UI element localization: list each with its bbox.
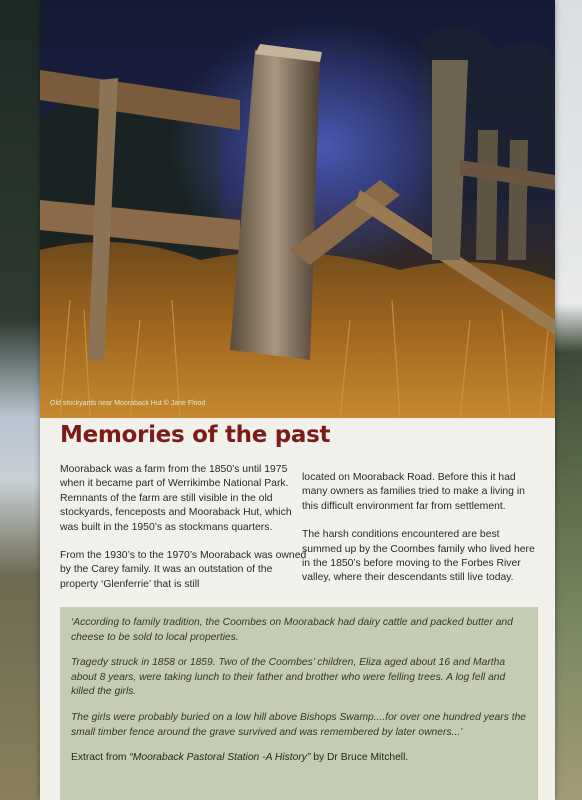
left-paragraph-1: Mooraback was a farm from the 1850’s until 1975 when it became part of Werrikimbe National Park. Remnants of the farm are still visible in the old stockyards, fenceposts and Mooraback Hut, which was built in the 1950’s as stockmans quarters. [60, 464, 292, 533]
quote-paragraph-2: Tragedy struck in 1858 or 1859. Two of the Coombes’ children, Eliza aged about 16 and Martha about 8 years, were taking lunch to their father and brother who were felling trees. A log fell and killed the girls. [71, 657, 506, 698]
right-paragraph-2: The harsh conditions encountered are best summed up by the Coombes family who lived here in the 1850’s before moving to the Forbes River valley, where their descendants still live today. [302, 529, 535, 584]
stockyard-illustration [40, 0, 555, 418]
quote-paragraph-1: ‘According to family tradition, the Coombes on Mooraback had dairy cattle and packed butter and cheese to be sold to local properties. [71, 617, 513, 643]
background-left-scenery [0, 0, 40, 800]
left-paragraph-2: From the 1930’s to the 1970’s Mooraback was owned by the Carey family. It was an outstation of the property ‘Glenferrie’ that is still [60, 550, 307, 590]
right-paragraph-1: located on Mooraback Road. Before this it had many owners as families tried to make a living in this difficult environment far from settlement. [302, 472, 525, 512]
extract-prefix: Extract from [71, 752, 130, 764]
photo-caption: Old stockyards near Mooraback Hut © Jane Flood [50, 400, 206, 407]
extract-credit [71, 751, 528, 766]
left-column [60, 463, 308, 606]
stockyard-photo [40, 0, 555, 418]
interpretive-sign [40, 0, 555, 800]
right-column [302, 471, 542, 600]
quote-paragraph-3: The girls were probably buried on a low hill above Bishops Swamp....for over one hundred years the small timber fence around the grave survived and was remembered by later owners...’ [71, 711, 527, 738]
extract-suffix: by Dr Bruce Mitchell. [310, 752, 409, 764]
extract-source: “Mooraback Pastoral Station -A History” [129, 752, 311, 764]
section-heading: Memories of the past [60, 422, 331, 448]
quote-box [60, 607, 538, 800]
